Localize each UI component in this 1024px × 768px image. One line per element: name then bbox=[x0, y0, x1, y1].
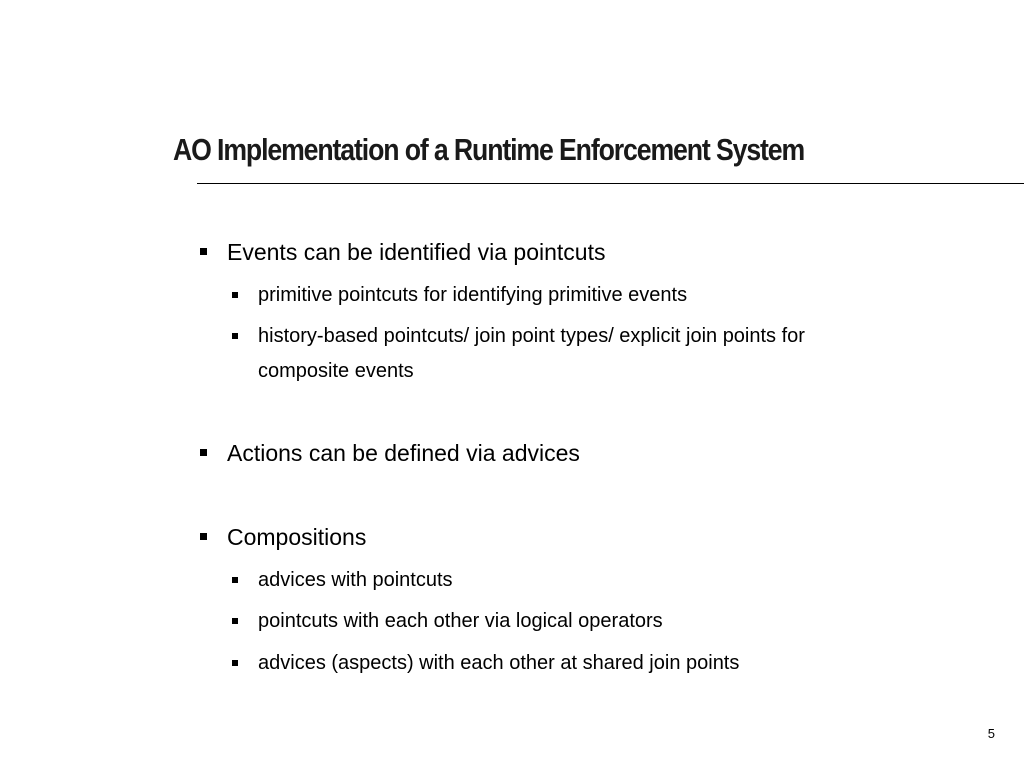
square-bullet-icon bbox=[232, 333, 238, 339]
square-bullet-icon bbox=[232, 660, 238, 666]
square-bullet-icon bbox=[232, 618, 238, 624]
bullet-text: Compositions bbox=[227, 524, 367, 550]
square-bullet-icon bbox=[200, 449, 207, 456]
square-bullet-icon bbox=[232, 577, 238, 583]
square-bullet-icon bbox=[200, 533, 207, 540]
sub-bullet-text: advices with pointcuts bbox=[258, 569, 453, 591]
sub-bullet-text: history-based pointcuts/ join point types/ explicit join points for bbox=[258, 325, 805, 347]
square-bullet-icon bbox=[232, 292, 238, 298]
sub-bullet-text: primitive pointcuts for identifying primitive events bbox=[258, 284, 688, 306]
sub-bullet-text: advices (aspects) with each other at shared join points bbox=[258, 652, 740, 674]
page-number: 5 bbox=[987, 726, 995, 741]
bullet-text: Actions can be defined via advices bbox=[227, 440, 580, 466]
square-bullet-icon bbox=[200, 248, 207, 255]
sub-bullet-text-continuation: composite events bbox=[258, 360, 414, 382]
slide-title: AO Implementation of a Runtime Enforcement System bbox=[173, 132, 805, 167]
sub-bullet-text: pointcuts with each other via logical operators bbox=[258, 610, 663, 632]
title-divider bbox=[197, 183, 1024, 184]
bullet-text: Events can be identified via pointcuts bbox=[227, 239, 606, 265]
